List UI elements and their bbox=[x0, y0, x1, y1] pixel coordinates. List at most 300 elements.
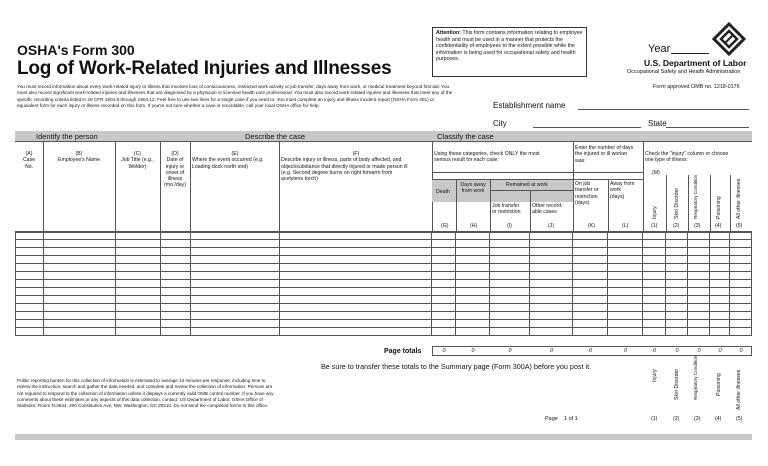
table-cell[interactable] bbox=[573, 312, 608, 320]
section-describe: Describe the case bbox=[245, 132, 306, 141]
table-cell[interactable] bbox=[456, 232, 490, 240]
table-cell[interactable] bbox=[432, 296, 456, 304]
table-cell[interactable] bbox=[687, 296, 709, 304]
table-cell[interactable] bbox=[432, 312, 456, 320]
table-cell[interactable] bbox=[16, 248, 44, 256]
table-cell[interactable] bbox=[43, 264, 115, 272]
table-cell[interactable] bbox=[530, 320, 573, 328]
table-cell[interactable] bbox=[687, 312, 709, 320]
days-away-line: from work bbox=[461, 188, 485, 195]
table-cell[interactable] bbox=[16, 288, 44, 296]
table-cell[interactable] bbox=[43, 272, 115, 280]
table-cell[interactable] bbox=[643, 240, 666, 248]
table-cell[interactable] bbox=[456, 312, 490, 320]
table-cell[interactable] bbox=[530, 296, 573, 304]
table-cell[interactable] bbox=[490, 296, 530, 304]
table-cell[interactable] bbox=[709, 240, 729, 248]
other-recordable-header bbox=[532, 203, 563, 216]
table-cell[interactable] bbox=[490, 240, 530, 248]
table-cell[interactable] bbox=[709, 248, 729, 256]
table-cell[interactable] bbox=[43, 248, 115, 256]
table-row bbox=[16, 264, 752, 272]
table-cell[interactable] bbox=[456, 280, 490, 288]
table-cell[interactable] bbox=[729, 264, 751, 272]
burden-statement: Public reporting burden for this collection of information is estimated to average 14 minutes per response, including time to review the instruction, search and gather the data needed, and complete and review the collection of information. Persons are not required to respond to the collection of information unless it displays a currently valid OMB control number. If you have any comments about these estimates or any aspects of this data collection, contact: US Department of Labor, OSHA Office of Statistics, Room N-3644, 200 Constitution Ave, NW, Washington, DC 20210. Do not send the completed forms to this office. bbox=[17, 378, 274, 409]
table-cell[interactable] bbox=[709, 256, 729, 264]
table-cell[interactable] bbox=[530, 264, 573, 272]
footer-letter-5: (5) bbox=[736, 416, 743, 422]
table-cell[interactable] bbox=[16, 328, 44, 336]
away-work-line: work bbox=[610, 187, 621, 194]
divider bbox=[432, 172, 643, 173]
table-cell[interactable] bbox=[456, 256, 490, 264]
table-cell[interactable] bbox=[709, 312, 729, 320]
table-cell[interactable] bbox=[709, 280, 729, 288]
table-cell[interactable] bbox=[490, 272, 530, 280]
table-cell[interactable] bbox=[190, 272, 279, 280]
table-cell[interactable] bbox=[643, 280, 666, 288]
table-cell[interactable] bbox=[687, 280, 709, 288]
table-cell[interactable] bbox=[456, 328, 490, 336]
table-cell[interactable] bbox=[456, 240, 490, 248]
table-cell[interactable] bbox=[666, 232, 688, 240]
table-cell[interactable] bbox=[490, 312, 530, 320]
table-cell[interactable] bbox=[279, 232, 432, 240]
check-intro-line: one type of illness: bbox=[645, 157, 688, 164]
death-header: Death bbox=[436, 189, 450, 195]
table-row bbox=[16, 296, 752, 304]
total-4: 0 bbox=[718, 348, 722, 354]
table-cell[interactable] bbox=[709, 328, 729, 336]
table-cell[interactable] bbox=[608, 272, 643, 280]
table-cell[interactable] bbox=[160, 232, 190, 240]
table-cell[interactable] bbox=[160, 304, 190, 312]
page-totals-label: Page totals bbox=[384, 348, 422, 355]
table-cell[interactable] bbox=[573, 264, 608, 272]
table-row bbox=[16, 328, 752, 336]
job-transfer-header bbox=[492, 203, 521, 216]
table-cell[interactable] bbox=[115, 312, 160, 320]
table-cell[interactable] bbox=[530, 240, 573, 248]
table-cell[interactable] bbox=[729, 256, 751, 264]
table-cell[interactable] bbox=[709, 304, 729, 312]
table-cell[interactable] bbox=[190, 320, 279, 328]
table-cell[interactable] bbox=[16, 320, 44, 328]
table-cell[interactable] bbox=[608, 280, 643, 288]
table-cell[interactable] bbox=[115, 296, 160, 304]
illness-respiratory-label: Respiratory Condition bbox=[693, 174, 698, 219]
divider bbox=[490, 190, 573, 191]
table-cell[interactable] bbox=[279, 240, 432, 248]
table-cell[interactable] bbox=[490, 328, 530, 336]
form-title: Log of Work-Related Injuries and Illnesses bbox=[17, 58, 392, 79]
table-cell[interactable] bbox=[279, 256, 432, 264]
table-cell[interactable] bbox=[279, 288, 432, 296]
table-cell[interactable] bbox=[666, 312, 688, 320]
year-field[interactable] bbox=[671, 53, 709, 54]
table-cell[interactable] bbox=[456, 320, 490, 328]
table-cell[interactable] bbox=[729, 312, 751, 320]
table-cell[interactable] bbox=[43, 280, 115, 288]
table-cell[interactable] bbox=[160, 264, 190, 272]
divider bbox=[573, 141, 574, 231]
divider bbox=[530, 190, 531, 231]
col-letter-2: (2) bbox=[673, 223, 680, 229]
table-cell[interactable] bbox=[490, 280, 530, 288]
table-cell[interactable] bbox=[490, 320, 530, 328]
table-cell[interactable] bbox=[279, 248, 432, 256]
table-cell[interactable] bbox=[709, 264, 729, 272]
table-row bbox=[16, 288, 752, 296]
table-cell[interactable] bbox=[432, 232, 456, 240]
table-cell[interactable] bbox=[190, 296, 279, 304]
table-cell[interactable] bbox=[687, 232, 709, 240]
table-cell[interactable] bbox=[729, 328, 751, 336]
table-cell[interactable] bbox=[432, 264, 456, 272]
table-cell[interactable] bbox=[190, 248, 279, 256]
table-cell[interactable] bbox=[687, 328, 709, 336]
table-cell[interactable] bbox=[687, 240, 709, 248]
table-cell[interactable] bbox=[115, 280, 160, 288]
table-cell[interactable] bbox=[43, 232, 115, 240]
table-cell[interactable] bbox=[608, 256, 643, 264]
job-transfer-line: Job transfer bbox=[492, 203, 520, 209]
table-cell[interactable] bbox=[115, 232, 160, 240]
table-cell[interactable] bbox=[573, 280, 608, 288]
table-cell[interactable] bbox=[709, 320, 729, 328]
table-cell[interactable] bbox=[43, 256, 115, 264]
table-cell[interactable] bbox=[643, 272, 666, 280]
divider bbox=[190, 141, 191, 231]
table-cell[interactable] bbox=[687, 320, 709, 328]
table-cell[interactable] bbox=[160, 240, 190, 248]
table-cell[interactable] bbox=[729, 320, 751, 328]
col-letter-k: (K) bbox=[588, 223, 595, 229]
table-cell[interactable] bbox=[608, 312, 643, 320]
table-cell[interactable] bbox=[530, 304, 573, 312]
table-cell[interactable] bbox=[279, 264, 432, 272]
table-cell[interactable] bbox=[530, 256, 573, 264]
table-cell[interactable] bbox=[432, 272, 456, 280]
col-letter-i: (I) bbox=[507, 223, 512, 229]
table-cell[interactable] bbox=[687, 256, 709, 264]
table-cell[interactable] bbox=[573, 240, 608, 248]
table-cell[interactable] bbox=[43, 288, 115, 296]
table-cell[interactable] bbox=[666, 296, 688, 304]
col-d-line: onset of bbox=[165, 169, 185, 176]
total-g: 0 bbox=[442, 348, 446, 354]
table-cell[interactable] bbox=[190, 328, 279, 336]
table-cell[interactable] bbox=[456, 272, 490, 280]
footer-letter-2: (2) bbox=[673, 416, 680, 422]
table-cell[interactable] bbox=[432, 240, 456, 248]
table-cell[interactable] bbox=[16, 312, 44, 320]
table-cell[interactable] bbox=[687, 248, 709, 256]
table-cell[interactable] bbox=[573, 296, 608, 304]
table-cell[interactable] bbox=[666, 256, 688, 264]
col-f-line: acetylene torch) bbox=[281, 176, 318, 183]
table-cell[interactable] bbox=[643, 320, 666, 328]
table-cell[interactable] bbox=[643, 248, 666, 256]
table-cell[interactable] bbox=[115, 288, 160, 296]
divider bbox=[710, 175, 711, 231]
table-cell[interactable] bbox=[456, 304, 490, 312]
table-cell[interactable] bbox=[190, 288, 279, 296]
table-cell[interactable] bbox=[190, 264, 279, 272]
table-cell[interactable] bbox=[608, 248, 643, 256]
table-cell[interactable] bbox=[432, 280, 456, 288]
table-cell[interactable] bbox=[729, 240, 751, 248]
table-cell[interactable] bbox=[573, 328, 608, 336]
osha-logo-icon bbox=[712, 22, 746, 56]
table-cell[interactable] bbox=[643, 288, 666, 296]
table-cell[interactable] bbox=[190, 280, 279, 288]
table-cell[interactable] bbox=[530, 272, 573, 280]
footer-other-label: All other illnesses bbox=[736, 369, 742, 410]
col-c-line: Welder) bbox=[128, 163, 147, 170]
table-cell[interactable] bbox=[16, 296, 44, 304]
table-cell[interactable] bbox=[190, 256, 279, 264]
table-cell[interactable] bbox=[643, 304, 666, 312]
table-cell[interactable] bbox=[43, 240, 115, 248]
table-cell[interactable] bbox=[115, 328, 160, 336]
table-cell[interactable] bbox=[530, 312, 573, 320]
table-cell[interactable] bbox=[729, 232, 751, 240]
m-label: (M) bbox=[652, 170, 660, 176]
table-cell[interactable] bbox=[608, 240, 643, 248]
table-cell[interactable] bbox=[190, 304, 279, 312]
divider bbox=[43, 141, 44, 231]
table-cell[interactable] bbox=[490, 232, 530, 240]
table-cell[interactable] bbox=[16, 240, 44, 248]
table-cell[interactable] bbox=[666, 248, 688, 256]
table-cell[interactable] bbox=[490, 264, 530, 272]
table-cell[interactable] bbox=[573, 232, 608, 240]
table-cell[interactable] bbox=[490, 256, 530, 264]
table-cell[interactable] bbox=[573, 256, 608, 264]
total-h: 0 bbox=[471, 348, 475, 354]
table-cell[interactable] bbox=[115, 264, 160, 272]
table-cell[interactable] bbox=[687, 288, 709, 296]
table-cell[interactable] bbox=[279, 320, 432, 328]
total-j: 0 bbox=[549, 348, 554, 354]
col-d-header bbox=[161, 151, 189, 189]
table-cell[interactable] bbox=[190, 312, 279, 320]
table-cell[interactable] bbox=[666, 264, 688, 272]
col-e-header bbox=[192, 151, 278, 170]
table-cell[interactable] bbox=[666, 272, 688, 280]
table-cell[interactable] bbox=[573, 288, 608, 296]
table-cell[interactable] bbox=[43, 320, 115, 328]
table-cell[interactable] bbox=[643, 264, 666, 272]
table-cell[interactable] bbox=[16, 304, 44, 312]
table-cell[interactable] bbox=[432, 248, 456, 256]
table-cell[interactable] bbox=[729, 248, 751, 256]
table-cell[interactable] bbox=[608, 232, 643, 240]
table-cell[interactable] bbox=[115, 304, 160, 312]
table-row bbox=[16, 232, 752, 240]
table-cell[interactable] bbox=[530, 328, 573, 336]
col-e-line: (E) bbox=[231, 151, 239, 157]
col-c-header bbox=[116, 151, 159, 170]
table-cell[interactable] bbox=[608, 328, 643, 336]
table-cell[interactable] bbox=[160, 272, 190, 280]
job-transfer-line: or restriction bbox=[492, 209, 521, 216]
table-cell[interactable] bbox=[160, 312, 190, 320]
col-f-header bbox=[281, 151, 431, 182]
table-cell[interactable] bbox=[608, 264, 643, 272]
table-cell[interactable] bbox=[530, 248, 573, 256]
table-cell[interactable] bbox=[160, 288, 190, 296]
illness-skin-label: Skin Disorder bbox=[674, 187, 680, 219]
state-field[interactable] bbox=[666, 127, 749, 128]
table-cell[interactable] bbox=[160, 320, 190, 328]
col-b-line: (B) bbox=[75, 151, 83, 157]
table-cell[interactable] bbox=[709, 288, 729, 296]
table-cell[interactable] bbox=[432, 304, 456, 312]
table-cell[interactable] bbox=[115, 256, 160, 264]
attention-box bbox=[432, 27, 587, 77]
col-e-line: Where the event occurred (e.g. bbox=[192, 157, 264, 164]
table-cell[interactable] bbox=[115, 240, 160, 248]
table-cell[interactable] bbox=[608, 304, 643, 312]
table-cell[interactable] bbox=[573, 320, 608, 328]
table-cell[interactable] bbox=[687, 264, 709, 272]
classify-intro-line: serious result for each case: bbox=[434, 157, 499, 164]
table-cell[interactable] bbox=[666, 328, 688, 336]
divider bbox=[643, 141, 644, 231]
table-cell[interactable] bbox=[456, 296, 490, 304]
establishment-field[interactable] bbox=[578, 109, 749, 110]
table-cell[interactable] bbox=[160, 296, 190, 304]
table-cell[interactable] bbox=[279, 280, 432, 288]
col-a-line: No. bbox=[24, 163, 34, 170]
classify-intro-line: Using these categories, check ONLY the most bbox=[434, 151, 540, 157]
table-cell[interactable] bbox=[666, 288, 688, 296]
table-cell[interactable] bbox=[160, 328, 190, 336]
footer-letter-1: (1) bbox=[651, 416, 658, 422]
on-job-line: restriction bbox=[575, 193, 598, 200]
days-intro-line: was: bbox=[575, 157, 586, 164]
table-row bbox=[16, 304, 752, 312]
attention-text: This form contains information relating to employee health and must be used in a manner that protects the confidentiality of employees to the extent possible while the information is being used for occupational safety and health purposes. bbox=[436, 30, 583, 63]
table-cell[interactable] bbox=[608, 288, 643, 296]
table-cell[interactable] bbox=[643, 296, 666, 304]
table-cell[interactable] bbox=[729, 296, 751, 304]
col-letter-l: (L) bbox=[622, 223, 629, 229]
table-cell[interactable] bbox=[456, 264, 490, 272]
table-cell[interactable] bbox=[709, 296, 729, 304]
col-d-line: (D) bbox=[171, 151, 179, 157]
table-cell[interactable] bbox=[43, 328, 115, 336]
col-b-header bbox=[45, 151, 113, 164]
table-cell[interactable] bbox=[16, 232, 44, 240]
table-cell[interactable] bbox=[115, 320, 160, 328]
table-cell[interactable] bbox=[160, 280, 190, 288]
table-cell[interactable] bbox=[190, 232, 279, 240]
table-cell[interactable] bbox=[43, 304, 115, 312]
table-cell[interactable] bbox=[279, 312, 432, 320]
table-cell[interactable] bbox=[643, 256, 666, 264]
city-field[interactable] bbox=[533, 127, 641, 128]
table-cell[interactable] bbox=[432, 288, 456, 296]
section-classify: Classify the case bbox=[437, 132, 494, 141]
table-cell[interactable] bbox=[456, 248, 490, 256]
table-cell[interactable] bbox=[608, 296, 643, 304]
table-cell[interactable] bbox=[490, 288, 530, 296]
col-d-line: illness bbox=[167, 176, 183, 183]
table-cell[interactable] bbox=[608, 320, 643, 328]
table-cell[interactable] bbox=[432, 328, 456, 336]
table-cell[interactable] bbox=[432, 256, 456, 264]
days-away-line: Days away bbox=[460, 182, 486, 188]
table-cell[interactable] bbox=[16, 264, 44, 272]
table-cell[interactable] bbox=[573, 272, 608, 280]
table-cell[interactable] bbox=[729, 288, 751, 296]
table-cell[interactable] bbox=[666, 240, 688, 248]
table-row bbox=[16, 240, 752, 248]
table-cell[interactable] bbox=[490, 304, 530, 312]
table-cell[interactable] bbox=[279, 328, 432, 336]
table-cell[interactable] bbox=[687, 304, 709, 312]
table-cell[interactable] bbox=[729, 272, 751, 280]
table-cell[interactable] bbox=[279, 272, 432, 280]
table-cell[interactable] bbox=[43, 312, 115, 320]
col-f-line: (F) bbox=[352, 151, 360, 157]
table-cell[interactable] bbox=[190, 240, 279, 248]
table-cell[interactable] bbox=[43, 296, 115, 304]
table-cell[interactable] bbox=[160, 256, 190, 264]
table-cell[interactable] bbox=[432, 320, 456, 328]
table-cell[interactable] bbox=[16, 256, 44, 264]
table-cell[interactable] bbox=[573, 248, 608, 256]
establishment-label: Establishment name bbox=[493, 101, 566, 110]
col-letter-5: (5) bbox=[736, 223, 743, 229]
table-row bbox=[16, 256, 752, 264]
attention-label: Attention: bbox=[436, 30, 462, 36]
table-cell[interactable] bbox=[530, 232, 573, 240]
table-cell[interactable] bbox=[530, 280, 573, 288]
table-cell[interactable] bbox=[729, 304, 751, 312]
table-cell[interactable] bbox=[643, 328, 666, 336]
table-cell[interactable] bbox=[666, 320, 688, 328]
table-cell[interactable] bbox=[456, 288, 490, 296]
table-cell[interactable] bbox=[160, 248, 190, 256]
year-label: Year bbox=[648, 43, 671, 55]
table-cell[interactable] bbox=[530, 288, 573, 296]
table-cell[interactable] bbox=[643, 232, 666, 240]
col-f-line: (e.g. Second degree burns on right forearm from bbox=[281, 169, 393, 176]
table-cell[interactable] bbox=[279, 304, 432, 312]
table-cell[interactable] bbox=[687, 272, 709, 280]
table-cell[interactable] bbox=[16, 280, 44, 288]
table-cell[interactable] bbox=[279, 296, 432, 304]
table-cell[interactable] bbox=[115, 248, 160, 256]
table-cell[interactable] bbox=[666, 280, 688, 288]
table-cell[interactable] bbox=[709, 272, 729, 280]
table-cell[interactable] bbox=[115, 272, 160, 280]
table-cell[interactable] bbox=[729, 280, 751, 288]
col-letter-4: (4) bbox=[715, 223, 722, 229]
table-cell[interactable] bbox=[16, 272, 44, 280]
table-cell[interactable] bbox=[573, 304, 608, 312]
table-cell[interactable] bbox=[490, 248, 530, 256]
table-cell[interactable] bbox=[643, 312, 666, 320]
table-row bbox=[16, 320, 752, 328]
table-cell[interactable] bbox=[666, 304, 688, 312]
omb-number: Form approved OMB no. 1218-0176 bbox=[653, 84, 740, 90]
table-cell[interactable] bbox=[709, 232, 729, 240]
